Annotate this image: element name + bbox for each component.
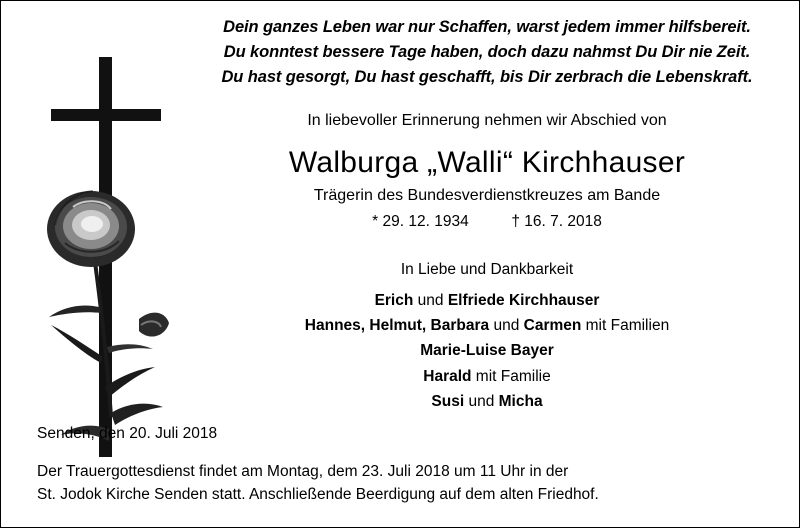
family-line: Harald mit Familie [423, 367, 551, 385]
verse-line-3: Du hast gesorgt, Du hast geschafft, bis Dir zerbrach die Lebenskraft. [221, 68, 753, 87]
footer-block [37, 425, 777, 507]
gratitude-text: In Liebe und Dankbarkeit [400, 261, 574, 279]
death-symbol: † [511, 213, 520, 231]
deceased-name: Walburga „Walli“ Kirchhauser [288, 146, 686, 180]
family-line: Erich und Elfriede Kirchhauser [374, 292, 600, 310]
service-details [37, 460, 777, 507]
intro-text: In liebevoller Erinnerung nehmen wir Abschied von [307, 112, 667, 130]
verse-line-1: Dein ganzes Leben war nur Schaffen, warst jedem immer hilfsbereit. [223, 18, 751, 36]
life-dates [187, 213, 787, 231]
birth-date: 29. 12. 1934 [382, 213, 469, 231]
cross-with-rose-icon [15, 57, 195, 457]
verse-line-2: Du konntest bessere Tage haben, doch dazu nahmst Du Dir nie Zeit. [223, 43, 751, 62]
service-line-2: St. Jodok Kirche Senden statt. Anschließende Beerdigung auf dem alten Friedhof. [37, 486, 599, 504]
place-and-date: Senden, den 20. Juli 2018 [37, 425, 218, 442]
family-list [187, 288, 787, 414]
verse-block [187, 15, 787, 90]
honour-text: Trägerin des Bundesverdienstkreuzes am Bande [313, 187, 661, 205]
family-line: Marie-Luise Bayer [420, 342, 554, 360]
death-date: 16. 7. 2018 [524, 213, 602, 231]
family-line: Susi und Micha [431, 392, 543, 410]
birth-symbol: * [372, 213, 379, 231]
obituary-text-column [187, 15, 787, 414]
service-line-1: Der Trauergottesdienst findet am Montag, dem 23. Juli 2018 um 11 Uhr in der [37, 463, 569, 480]
family-line: Hannes, Helmut, Barbara und Carmen mit Familien [304, 317, 670, 335]
